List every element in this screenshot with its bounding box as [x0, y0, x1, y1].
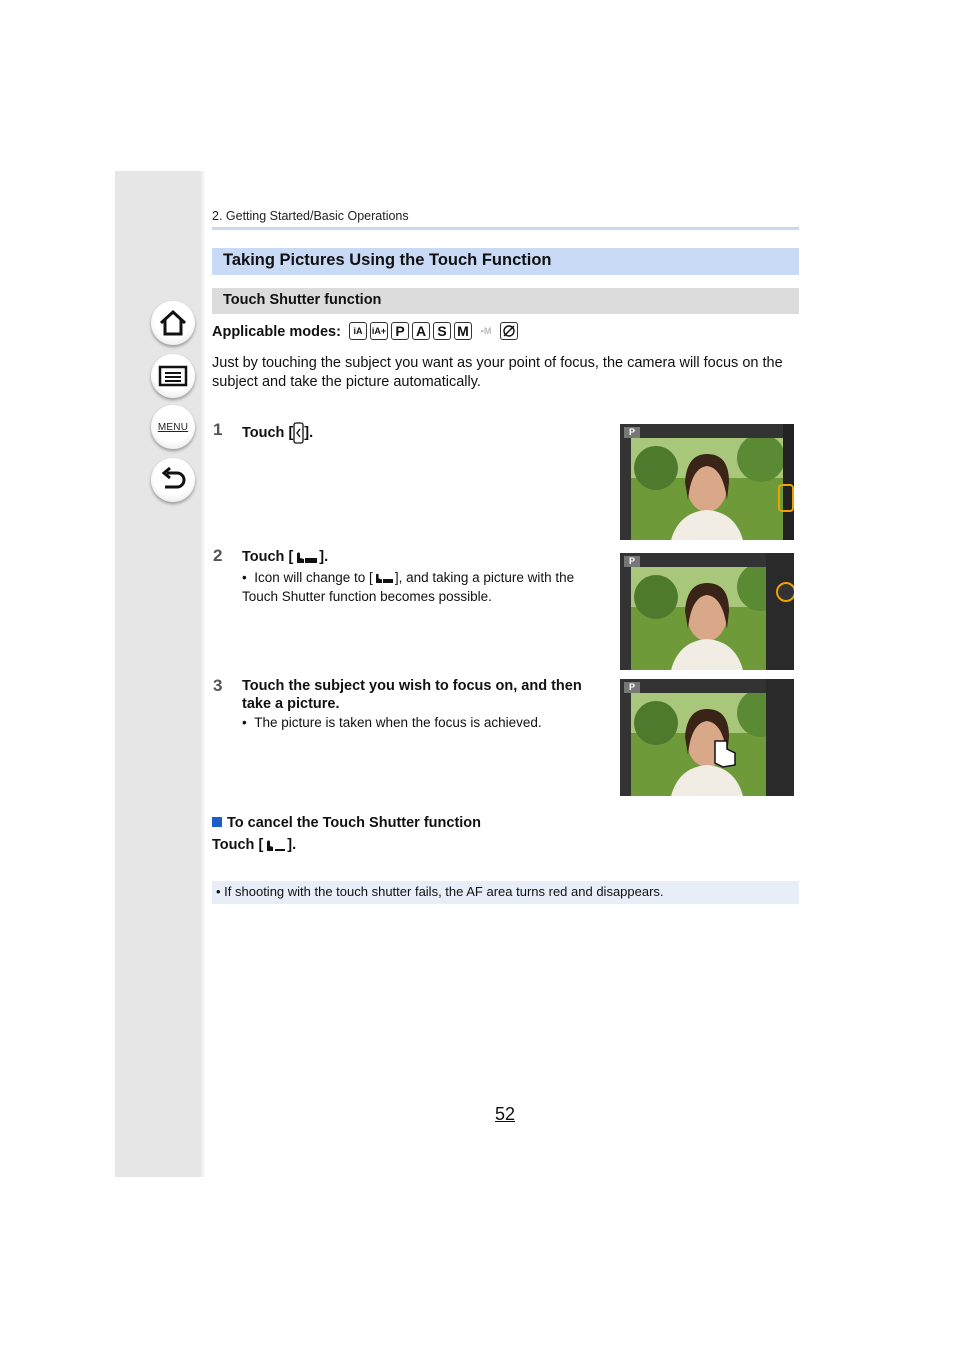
mode-ia-plus-icon: iA+ [370, 322, 388, 340]
step-3-text: Touch the subject you wish to focus on, and then take a picture. [242, 678, 582, 712]
touch-tab-panel [766, 553, 794, 670]
step-2-bullet [242, 568, 592, 606]
camera-screen-2 [620, 553, 794, 670]
touch-tab-open-icon [293, 422, 304, 444]
menu-label: MENU [157, 421, 189, 433]
section-title: Taking Pictures Using the Touch Function [223, 251, 552, 269]
step-3-bullet [242, 713, 602, 732]
step-2-text [242, 548, 328, 566]
step-2-post: ]. [319, 549, 329, 565]
breadcrumb-rule [212, 227, 799, 230]
note-content: If shooting with the touch shutter fails, the AF area turns red and disappears. [224, 884, 664, 899]
cancel-instruction [212, 837, 296, 853]
touch-tab-highlight[interactable] [778, 484, 794, 512]
home-button[interactable] [151, 301, 195, 345]
page-number[interactable]: 52 [495, 1104, 516, 1124]
menu-button[interactable] [151, 405, 195, 449]
mode-badge: P [624, 682, 640, 693]
applicable-modes-icons [349, 322, 518, 340]
camera-screen-3 [620, 679, 794, 796]
mode-badge: P [624, 427, 640, 438]
side-rail [783, 424, 794, 540]
cancel-post: ]. [287, 837, 297, 853]
contents-button[interactable] [151, 354, 195, 398]
mode-ia-icon: iA [349, 322, 367, 340]
cancel-heading [212, 815, 481, 831]
portrait-photo [631, 693, 784, 796]
applicable-modes-label: Applicable modes: [212, 324, 341, 340]
step-1-post: ]. [304, 424, 314, 441]
touch-tab-panel [766, 679, 794, 796]
touch-shutter-on-icon [263, 837, 287, 853]
sidebar-divider [201, 171, 204, 1177]
step-3-bullet-text: The picture is taken when the focus is achieved. [254, 715, 542, 730]
touch-shutter-off-icon [293, 549, 319, 565]
bullet-dot: • [216, 884, 225, 899]
intro-text: Just by touching the subject you want as your point of focus, the camera will focus on the subject and take the picture automatically. [212, 355, 783, 390]
step-number: 2 [213, 546, 223, 565]
bullet-dot: • [242, 715, 255, 730]
breadcrumb: 2. Getting Started/Basic Operations [212, 209, 409, 223]
note-text [216, 884, 664, 899]
section-marker-icon [212, 817, 222, 827]
step-2-bullet-pre: Icon will change to [ [254, 570, 373, 585]
step-2-bullet-post: ], and taking a picture with the Touch Shutter function becomes possible. [242, 570, 575, 604]
back-button[interactable] [151, 458, 195, 502]
back-arrow-icon [158, 466, 188, 494]
contents-list-icon [158, 364, 188, 388]
bullet-dot: • [242, 570, 255, 585]
step-2-pre: Touch [ [242, 549, 294, 565]
portrait-photo [631, 567, 784, 670]
cancel-heading-text: To cancel the Touch Shutter function [227, 815, 482, 831]
mode-creative-control-icon [500, 322, 518, 340]
touch-shutter-highlight[interactable] [776, 582, 794, 602]
cancel-pre: Touch [ [212, 837, 264, 853]
subsection-title: Touch Shutter function [223, 292, 382, 308]
step-number: 3 [213, 676, 223, 695]
creative-control-icon [502, 324, 516, 338]
portrait-photo [631, 438, 784, 540]
mode-a-icon: A [412, 322, 430, 340]
touch-shutter-on-icon [373, 571, 395, 585]
mode-m-icon: M [454, 322, 472, 340]
step-1-pre: Touch [ [242, 424, 294, 441]
mode-badge: P [624, 556, 640, 567]
step-1-text [242, 422, 313, 444]
home-icon [158, 309, 188, 337]
mode-s-icon: S [433, 322, 451, 340]
mode-p-icon: P [391, 322, 409, 340]
mode-creative-video-icon: ▪M [480, 326, 492, 336]
step-number: 1 [213, 420, 223, 439]
camera-screen-1 [620, 424, 794, 540]
